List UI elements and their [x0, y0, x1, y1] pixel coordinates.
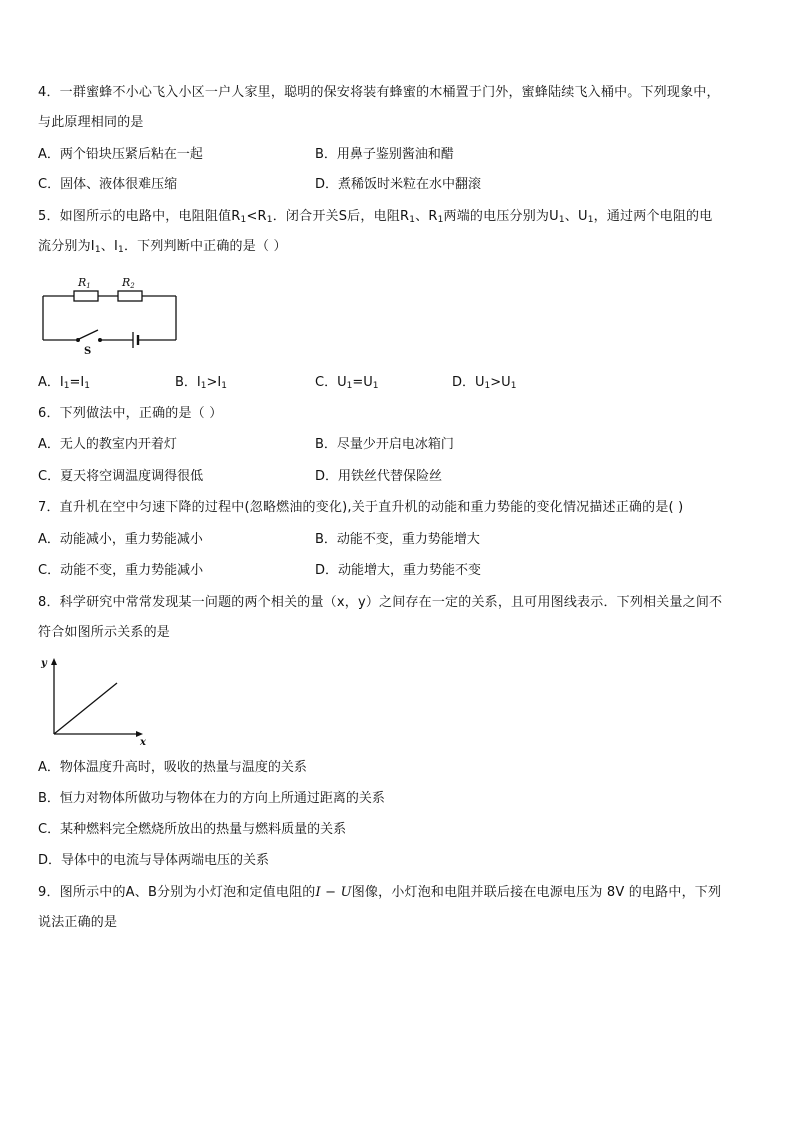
q4-stem-line2: 与此原理相同的是: [38, 115, 144, 130]
svg-text:S: S: [84, 346, 92, 356]
svg-text:y: y: [41, 658, 47, 669]
svg-text:R1: R1: [78, 276, 91, 290]
q7-stem: 7．直升机在空中匀速下降的过程中(忽略燃油的变化),关于直升机的动能和重力势能的变化情况描述正确的是( ): [38, 500, 684, 515]
q7-option-d: D．动能增大，重力势能不变: [315, 563, 482, 578]
q7-option-c: C．动能不变，重力势能减小: [38, 563, 204, 578]
q5-stem-line2: 流分别为$I_1$、$I_1$．下列判断中正确的是（ ）: [38, 239, 287, 255]
q9-stem-line1: 9．图所示中的A、B分别为小灯泡和定值电阻的I − U图像，小灯泡和电阻并联后接在电源电压为 8V 的电路中，下列: [38, 885, 722, 900]
q8-linear-graph: [38, 652, 158, 748]
q6-stem: 6．下列做法中，正确的是（ ）: [38, 406, 223, 421]
q8-option-a: A．物体温度升高时，吸收的热量与温度的关系: [38, 760, 307, 775]
q4-option-b: B．用鼻子鉴别酱油和醋: [315, 147, 454, 162]
q6-option-a: A．无人的教室内开着灯: [38, 437, 177, 452]
q6-option-c: C．夏天将空调温度调得很低: [38, 469, 204, 484]
y-axis-arrow: [51, 658, 57, 665]
q4-stem-line1: 4．一群蜜蜂不小心飞入小区一户人家里，聪明的保安将装有蜂蜜的木桶置于门外，蜜蜂陆续飞入桶中。下列现象中，: [38, 85, 720, 100]
q8-option-c: C．某种燃料完全燃烧所放出的热量与燃料质量的关系: [38, 822, 347, 837]
resistor-r1: [74, 291, 98, 301]
q5-circuit-diagram: [38, 272, 183, 356]
q5-option-c: C．$U_1=U_1$: [315, 375, 379, 391]
q8-stem-line2: 符合如图所示关系的是: [38, 625, 171, 640]
q5-option-a: A．$I_1=I_1$: [38, 375, 90, 391]
q6-option-b: B．尽量少开启电冰箱门: [315, 437, 454, 452]
q5-option-d: D．$U_1>U_1$: [452, 375, 517, 391]
svg-text:R2: R2: [122, 276, 135, 290]
q4-option-a: A．两个铅块压紧后粘在一起: [38, 147, 203, 162]
q6-option-d: D．用铁丝代替保险丝: [315, 469, 443, 484]
q7-option-b: B．动能不变，重力势能增大: [315, 532, 480, 547]
q4-option-d: D．煮稀饭时米粒在水中翻滚: [315, 177, 482, 192]
q9-stem-line2: 说法正确的是: [38, 915, 118, 930]
switch-lever: [79, 330, 98, 339]
q5-stem-line1: 5．如图所示的电路中，电阻阻值$R_1<R_1$．闭合开关S后，电阻$R_1$、$R_1$两端的电压分别为$U_1$、$U_1$，通过两个电阻的电: [38, 209, 713, 225]
resistor-r2: [118, 291, 142, 301]
proportional-line: [54, 683, 117, 734]
q8-stem-line1: 8．科学研究中常常发现某一问题的两个相关的量（x，y）之间存在一定的关系，且可用图线表示．下列相关量之间不: [38, 595, 723, 610]
q8-option-d: D．导体中的电流与导体两端电压的关系: [38, 853, 270, 868]
q7-option-a: A．动能减小，重力势能减小: [38, 532, 203, 547]
svg-text:x: x: [140, 737, 146, 748]
q5-option-b: B．$I_1>I_1$: [175, 375, 227, 391]
q4-option-c: C．固体、液体很难压缩: [38, 177, 178, 192]
q8-option-b: B．恒力对物体所做功与物体在力的方向上所通过距离的关系: [38, 791, 385, 806]
